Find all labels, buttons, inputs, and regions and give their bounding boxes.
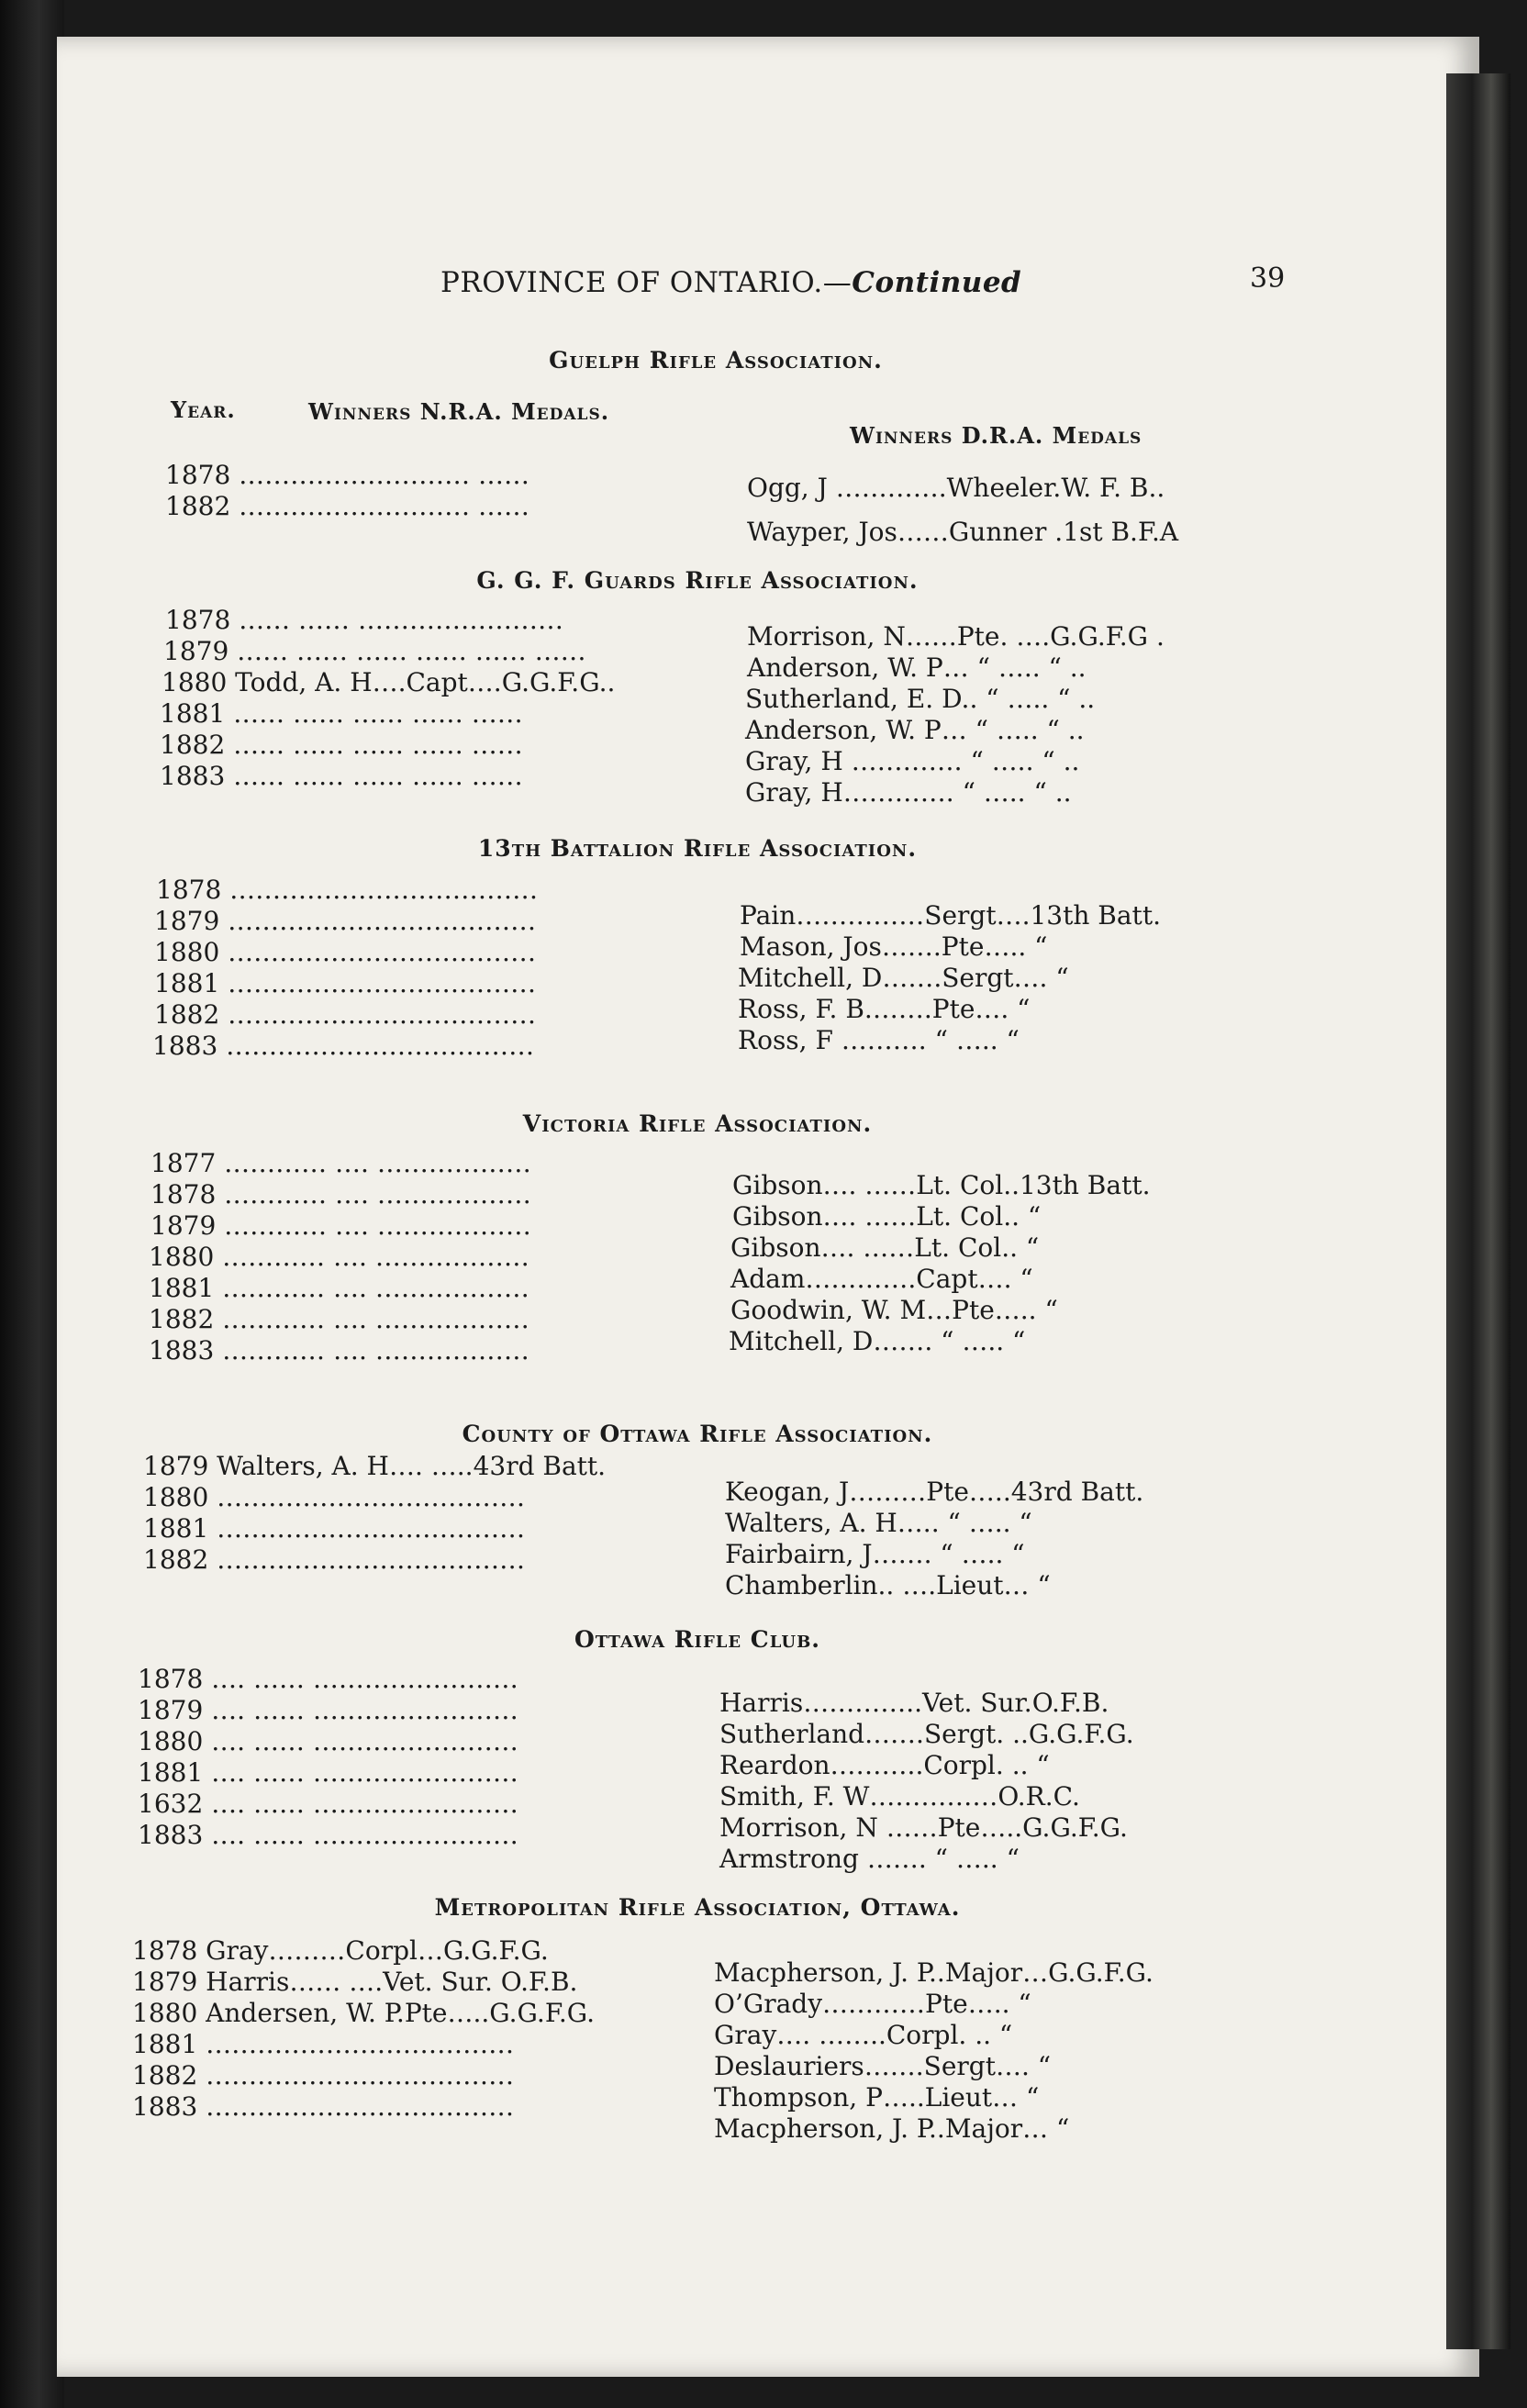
table-row-left: 1880 ………………………………	[143, 1482, 526, 1512]
table-row-left: 1879 Harris…… ….Vet. Sur. O.F.B.	[132, 1967, 578, 1997]
table-row-left: 1881 ………………………………	[154, 968, 537, 998]
table-row-left: 1880 Andersen, W. P.Pte…..G.G.F.G.	[132, 1998, 596, 2028]
table-row-right: Morrison, N ……Pte…..G.G.F.G.	[719, 1812, 1128, 1843]
table-row-right: Goodwin, W. M…Pte….. “	[730, 1295, 1058, 1325]
table-row-left: 1880 ………… …. ………………	[149, 1242, 529, 1272]
table-row-left: 1881 ………… …. ………………	[149, 1273, 529, 1303]
table-row-right: Harris…………..Vet. Sur.O.F.B.	[719, 1688, 1109, 1718]
table-row-left: 1882 ………… …. ………………	[149, 1304, 529, 1334]
table-row-right: Ross, F. B.…….Pte…. “	[738, 994, 1031, 1024]
table-row-right: Morrison, N……Pte. ….G.G.F.G .	[747, 621, 1165, 652]
column-header-nra: Winners N.R.A. Medals.	[308, 398, 610, 425]
table-row-left: 1878 …. …… ……………………	[138, 1664, 518, 1694]
column-header-dra: Winners D.R.A. Medals	[850, 422, 1142, 449]
table-row-right: Mitchell, D……. “ ….. “	[729, 1326, 1026, 1356]
table-row-right: Keogan, J………Pte…..43rd Batt.	[725, 1477, 1144, 1507]
table-row-left: 1881 …… …… …… …… ……	[160, 698, 523, 729]
table-row-right: Chamberlin.. ….Lieut… “	[725, 1570, 1051, 1600]
table-row-left: 1632 …. …… ……………………	[138, 1789, 518, 1819]
running-head-main: PROVINCE OF ONTARIO.—	[440, 266, 853, 299]
table-row-left: 1878 …… …… ……………………	[165, 605, 563, 635]
table-row-left: 1883 …… …… …… …… ……	[160, 761, 523, 791]
table-row-right: Mason, Jos…….Pte….. “	[740, 931, 1048, 962]
table-row-right: Gray…. ……..Corpl. .. “	[714, 2020, 1013, 2050]
table-row-left: 1880 Todd, A. H….Capt….G.G.F.G..	[162, 667, 616, 697]
table-row-left: 1882 ………………………………	[143, 1544, 526, 1575]
table-row-right: Walters, A. H….. “ ….. “	[725, 1508, 1032, 1538]
table-row-right: Gray, H…………. “ ….. “ ..	[745, 777, 1072, 808]
page-number: 39	[1250, 262, 1286, 295]
table-row-left: 1883 …. …… ……………………	[138, 1820, 518, 1850]
table-row-right: Macpherson, J. P..Major…G.G.F.G.	[714, 1957, 1154, 1988]
table-row-right: Sutherland, E. D.. “ ….. “ ..	[745, 684, 1096, 714]
section-title-ottawa-rifle-club: Ottawa Rifle Club.	[574, 1626, 820, 1653]
table-row-right: Ogg, J ………….Wheeler.W. F. B..	[747, 473, 1165, 503]
table-row-left: 1883 ………………………………	[152, 1031, 535, 1061]
section-title-county-of-ottawa: County of Ottawa Rifle Association.	[462, 1421, 933, 1447]
table-row-left: 1882 ………………………………	[154, 999, 537, 1030]
table-row-right: Wayper, Jos……Gunner .1st B.F.A	[747, 517, 1179, 547]
book-spine	[1446, 73, 1510, 2349]
table-row-right: Smith, F. W……………O.R.C.	[719, 1781, 1080, 1812]
table-row-left: 1880 ………………………………	[154, 937, 537, 967]
table-row-right: Macpherson, J. P..Major… “	[714, 2113, 1070, 2144]
table-row-left: 1881 …. …… ……………………	[138, 1757, 518, 1788]
table-row-left: 1879 ………………………………	[154, 906, 537, 936]
section-title-13th-battalion: 13th Battalion Rifle Association.	[477, 835, 918, 862]
table-row-left: 1882 ………………………………	[132, 2060, 515, 2090]
table-row-right: Thompson, P…..Lieut… “	[714, 2082, 1040, 2113]
table-row-right: Mitchell, D…….Sergt…. “	[738, 963, 1069, 993]
table-row-right: Anderson, W. P… “ ….. “ ..	[745, 715, 1085, 745]
table-row-right: Deslauriers…….Sergt…. “	[714, 2051, 1052, 2081]
column-header-year: Year.	[171, 396, 236, 423]
book-left-edge	[0, 0, 64, 2408]
table-row-right: Sutherland…….Sergt. ..G.G.F.G.	[719, 1719, 1134, 1749]
table-row-right: Pain……………Sergt….13th Batt.	[740, 900, 1161, 931]
table-row-left: 1878 Gray………Corpl…G.G.F.G.	[132, 1935, 549, 1966]
table-row-right: Gibson…. ……Lt. Col..13th Batt.	[732, 1170, 1151, 1200]
table-row-left: 1882 …… …… …… …… ……	[160, 730, 523, 760]
table-row-right: Gray, H …………. “ ….. “ ..	[745, 746, 1080, 776]
section-title-metropolitan: Metropolitan Rifle Association, Ottawa.	[434, 1894, 961, 1921]
table-row-right: Gibson…. ……Lt. Col.. “	[730, 1232, 1040, 1263]
table-row-right: Gibson…. ……Lt. Col.. “	[732, 1201, 1042, 1232]
table-row-right: O’Grady…………Pte….. “	[714, 1989, 1031, 2019]
table-row-left: 1879 …… …… …… …… …… ……	[163, 636, 586, 666]
table-row-right: Ross, F ………. “ ….. “	[738, 1025, 1020, 1055]
table-row-left: 1877 ………… …. ………………	[150, 1148, 531, 1178]
table-row-right: Armstrong ……. “ ….. “	[719, 1844, 1020, 1874]
table-row-left: 1880 …. …… ……………………	[138, 1726, 518, 1756]
table-row-left: 1883 ………………………………	[132, 2091, 515, 2122]
table-row-right: Anderson, W. P… “ ….. “ ..	[747, 652, 1087, 683]
table-row-right: Adam………….Capt…. “	[730, 1264, 1033, 1294]
running-head-continued: Continued	[852, 266, 1022, 299]
table-row-right: Fairbairn, J……. “ ….. “	[725, 1539, 1025, 1569]
table-row-left: 1882 ……………………… ……	[165, 491, 530, 521]
table-row-left: 1879 …. …… ……………………	[138, 1695, 518, 1725]
table-row-right: Reardon………..Corpl. .. “	[719, 1750, 1050, 1780]
section-title-ggfg: G. G. F. Guards Rifle Association.	[476, 567, 919, 594]
table-row-left: 1879 Walters, A. H…. …..43rd Batt.	[143, 1451, 607, 1481]
table-row-left: 1879 ………… …. ………………	[150, 1210, 531, 1241]
table-row-left: 1883 ………… …. ………………	[149, 1335, 529, 1366]
section-title-guelph: Guelph Rifle Association.	[549, 347, 883, 373]
section-title-victoria: Victoria Rifle Association.	[522, 1110, 873, 1137]
running-head	[440, 266, 1021, 299]
table-row-left: 1878 ………………………………	[156, 875, 539, 905]
table-row-left: 1878 ………… …. ………………	[150, 1179, 531, 1210]
table-row-left: 1878 ……………………… ……	[165, 460, 530, 490]
table-row-left: 1881 ………………………………	[132, 2029, 515, 2059]
table-row-left: 1881 ………………………………	[143, 1513, 526, 1544]
